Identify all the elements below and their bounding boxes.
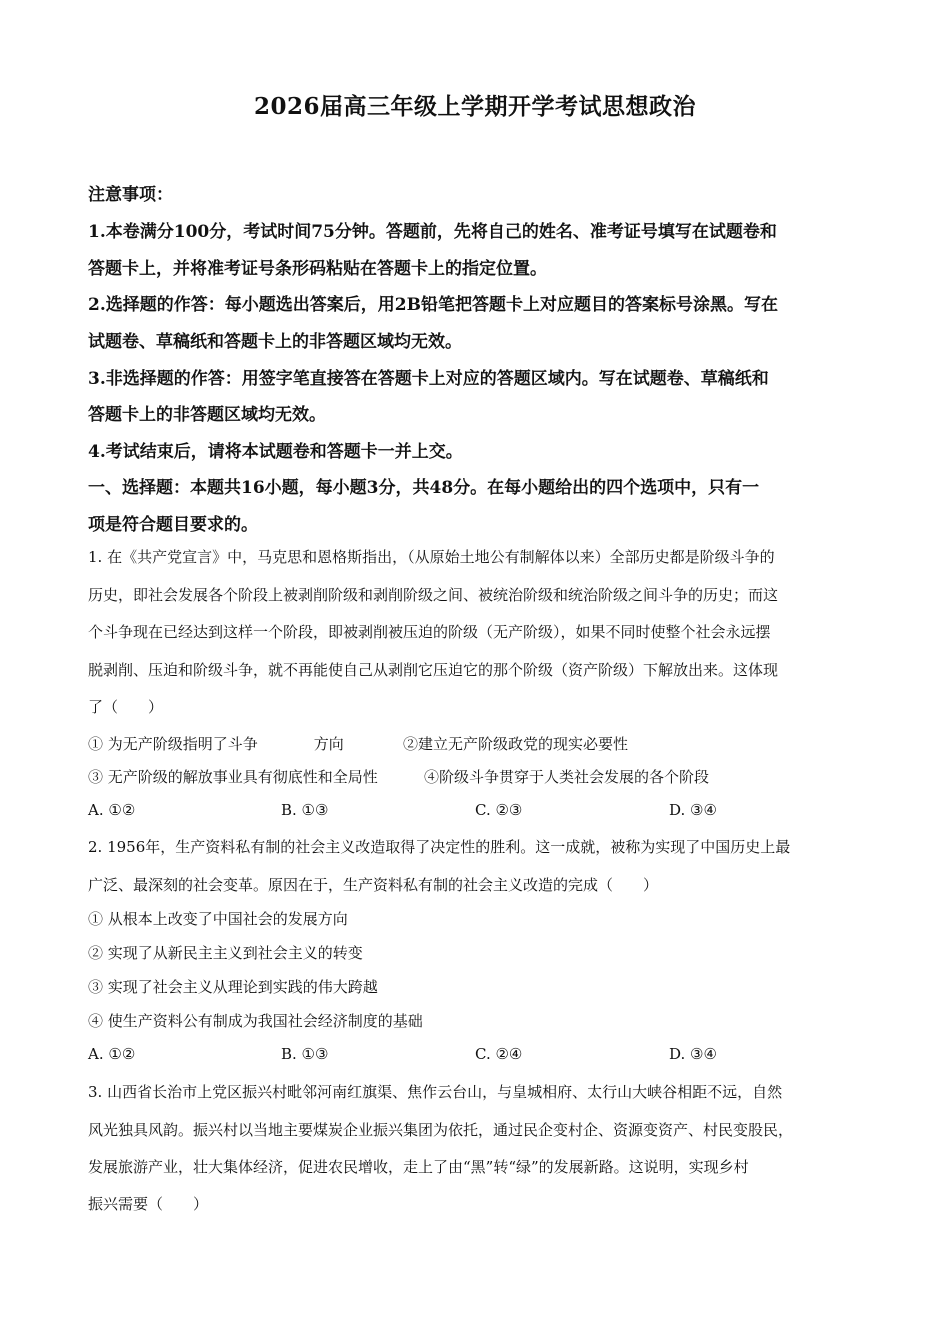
choice-c[interactable]: C. ②④ xyxy=(475,1045,523,1063)
notice-line: 2.选择题的作答：每小题选出答案后，用2B铅笔把答题卡上对应题目的答案标号涂黑。写在 xyxy=(88,295,778,315)
notice-line: 答题卡上，并将准考证号条形码粘贴在答题卡上的指定位置。 xyxy=(88,259,547,279)
question-3-stem: 发展旅游产业，壮大集体经济，促进农民增收，走上了由“黑”转“绿”的发展新路。这说明，实现乡村 xyxy=(88,1158,749,1176)
option-1-part-b: 方向 xyxy=(313,735,344,753)
choice-c[interactable]: C. ②③ xyxy=(475,801,523,819)
question-1-stem: 了（ ） xyxy=(88,698,164,716)
choice-d[interactable]: D. ③④ xyxy=(669,801,717,819)
section-heading: 项是符合题目要求的。 xyxy=(88,515,258,535)
question-1-stem: 历史，即社会发展各个阶段上被剥削阶级和剥削阶级之间、被统治阶级和统治阶级之间斗争的历史；而这 xyxy=(88,586,779,604)
notice-line: 4.考试结束后，请将本试题卷和答题卡一并上交。 xyxy=(88,442,463,462)
question-1-stem: 1. 在《共产党宣言》中，马克思和恩格斯指出，（从原始土地公有制解体以来）全部历史都是阶级斗争的 xyxy=(88,548,775,566)
section-heading: 一、选择题：本题共16小题，每小题3分，共48分。在每小题给出的四个选项中，只有一 xyxy=(88,478,760,498)
notice-line: 答题卡上的非答题区域均无效。 xyxy=(88,405,326,425)
notice-heading: 注意事项： xyxy=(88,185,173,205)
choice-a[interactable]: A. ①② xyxy=(88,1045,136,1063)
choice-d[interactable]: D. ③④ xyxy=(669,1045,717,1063)
question-2-option: ① 从根本上改变了中国社会的发展方向 xyxy=(88,910,348,928)
question-2-option: ④ 使生产资料公有制成为我国社会经济制度的基础 xyxy=(88,1012,423,1030)
choice-b[interactable]: B. ①③ xyxy=(281,1045,329,1063)
question-1-option xyxy=(88,733,344,754)
question-2-stem: 2. 1956年，生产资料私有制的社会主义改造取得了决定性的胜利。这一成就，被称为实现了中国历史上最 xyxy=(88,838,791,856)
question-1-option: ④阶级斗争贯穿于人类社会发展的各个阶段 xyxy=(424,768,710,786)
question-1-stem: 个斗争现在已经达到这样一个阶段，即被剥削被压迫的阶级（无产阶级），如果不同时使整个社会永远摆 xyxy=(88,623,771,641)
question-3-stem: 风光独具风韵。振兴村以当地主要煤炭企业振兴集团为依托，通过民企变村企、资源变资产、村民变股民， xyxy=(88,1121,794,1139)
question-3-stem: 振兴需要（ ） xyxy=(88,1195,209,1213)
choice-b[interactable]: B. ①③ xyxy=(281,801,329,819)
question-1-option: ③ 无产阶级的解放事业具有彻底性和全局性 xyxy=(88,768,378,786)
choice-a[interactable]: A. ①② xyxy=(88,801,136,819)
question-2-option: ② 实现了从新民主主义到社会主义的转变 xyxy=(88,944,363,962)
question-2-stem: 广泛、最深刻的社会变革。原因在于，生产资料私有制的社会主义改造的完成（ ） xyxy=(88,876,659,894)
question-3-stem: 3. 山西省长治市上党区振兴村毗邻河南红旗渠、焦作云台山，与皇城相府、太行山大峡谷相距不远，自然 xyxy=(88,1083,783,1101)
notice-line: 3.非选择题的作答：用签字笔直接答在答题卡上对应的答题区域内。写在试题卷、草稿纸和 xyxy=(88,369,769,389)
exam-title: 2026届高三年级上学期开学考试思想政治 xyxy=(253,93,696,120)
notice-line: 试题卷、草稿纸和答题卡上的非答题区域均无效。 xyxy=(88,332,462,352)
option-1-part-a: ① 为无产阶级指明了斗争 xyxy=(88,735,258,753)
question-1-option: ②建立无产阶级政党的现实必要性 xyxy=(403,735,629,753)
question-1-stem: 脱剥削、压迫和阶级斗争，就不再能使自己从剥削它压迫它的那个阶级（资产阶级）下解放出来。这体现 xyxy=(88,661,779,679)
notice-line: 1.本卷满分100分，考试时间75分钟。答题前，先将自己的姓名、准考证号填写在试题卷和 xyxy=(88,222,777,242)
question-2-option: ③ 实现了社会主义从理论到实践的伟大跨越 xyxy=(88,978,378,996)
